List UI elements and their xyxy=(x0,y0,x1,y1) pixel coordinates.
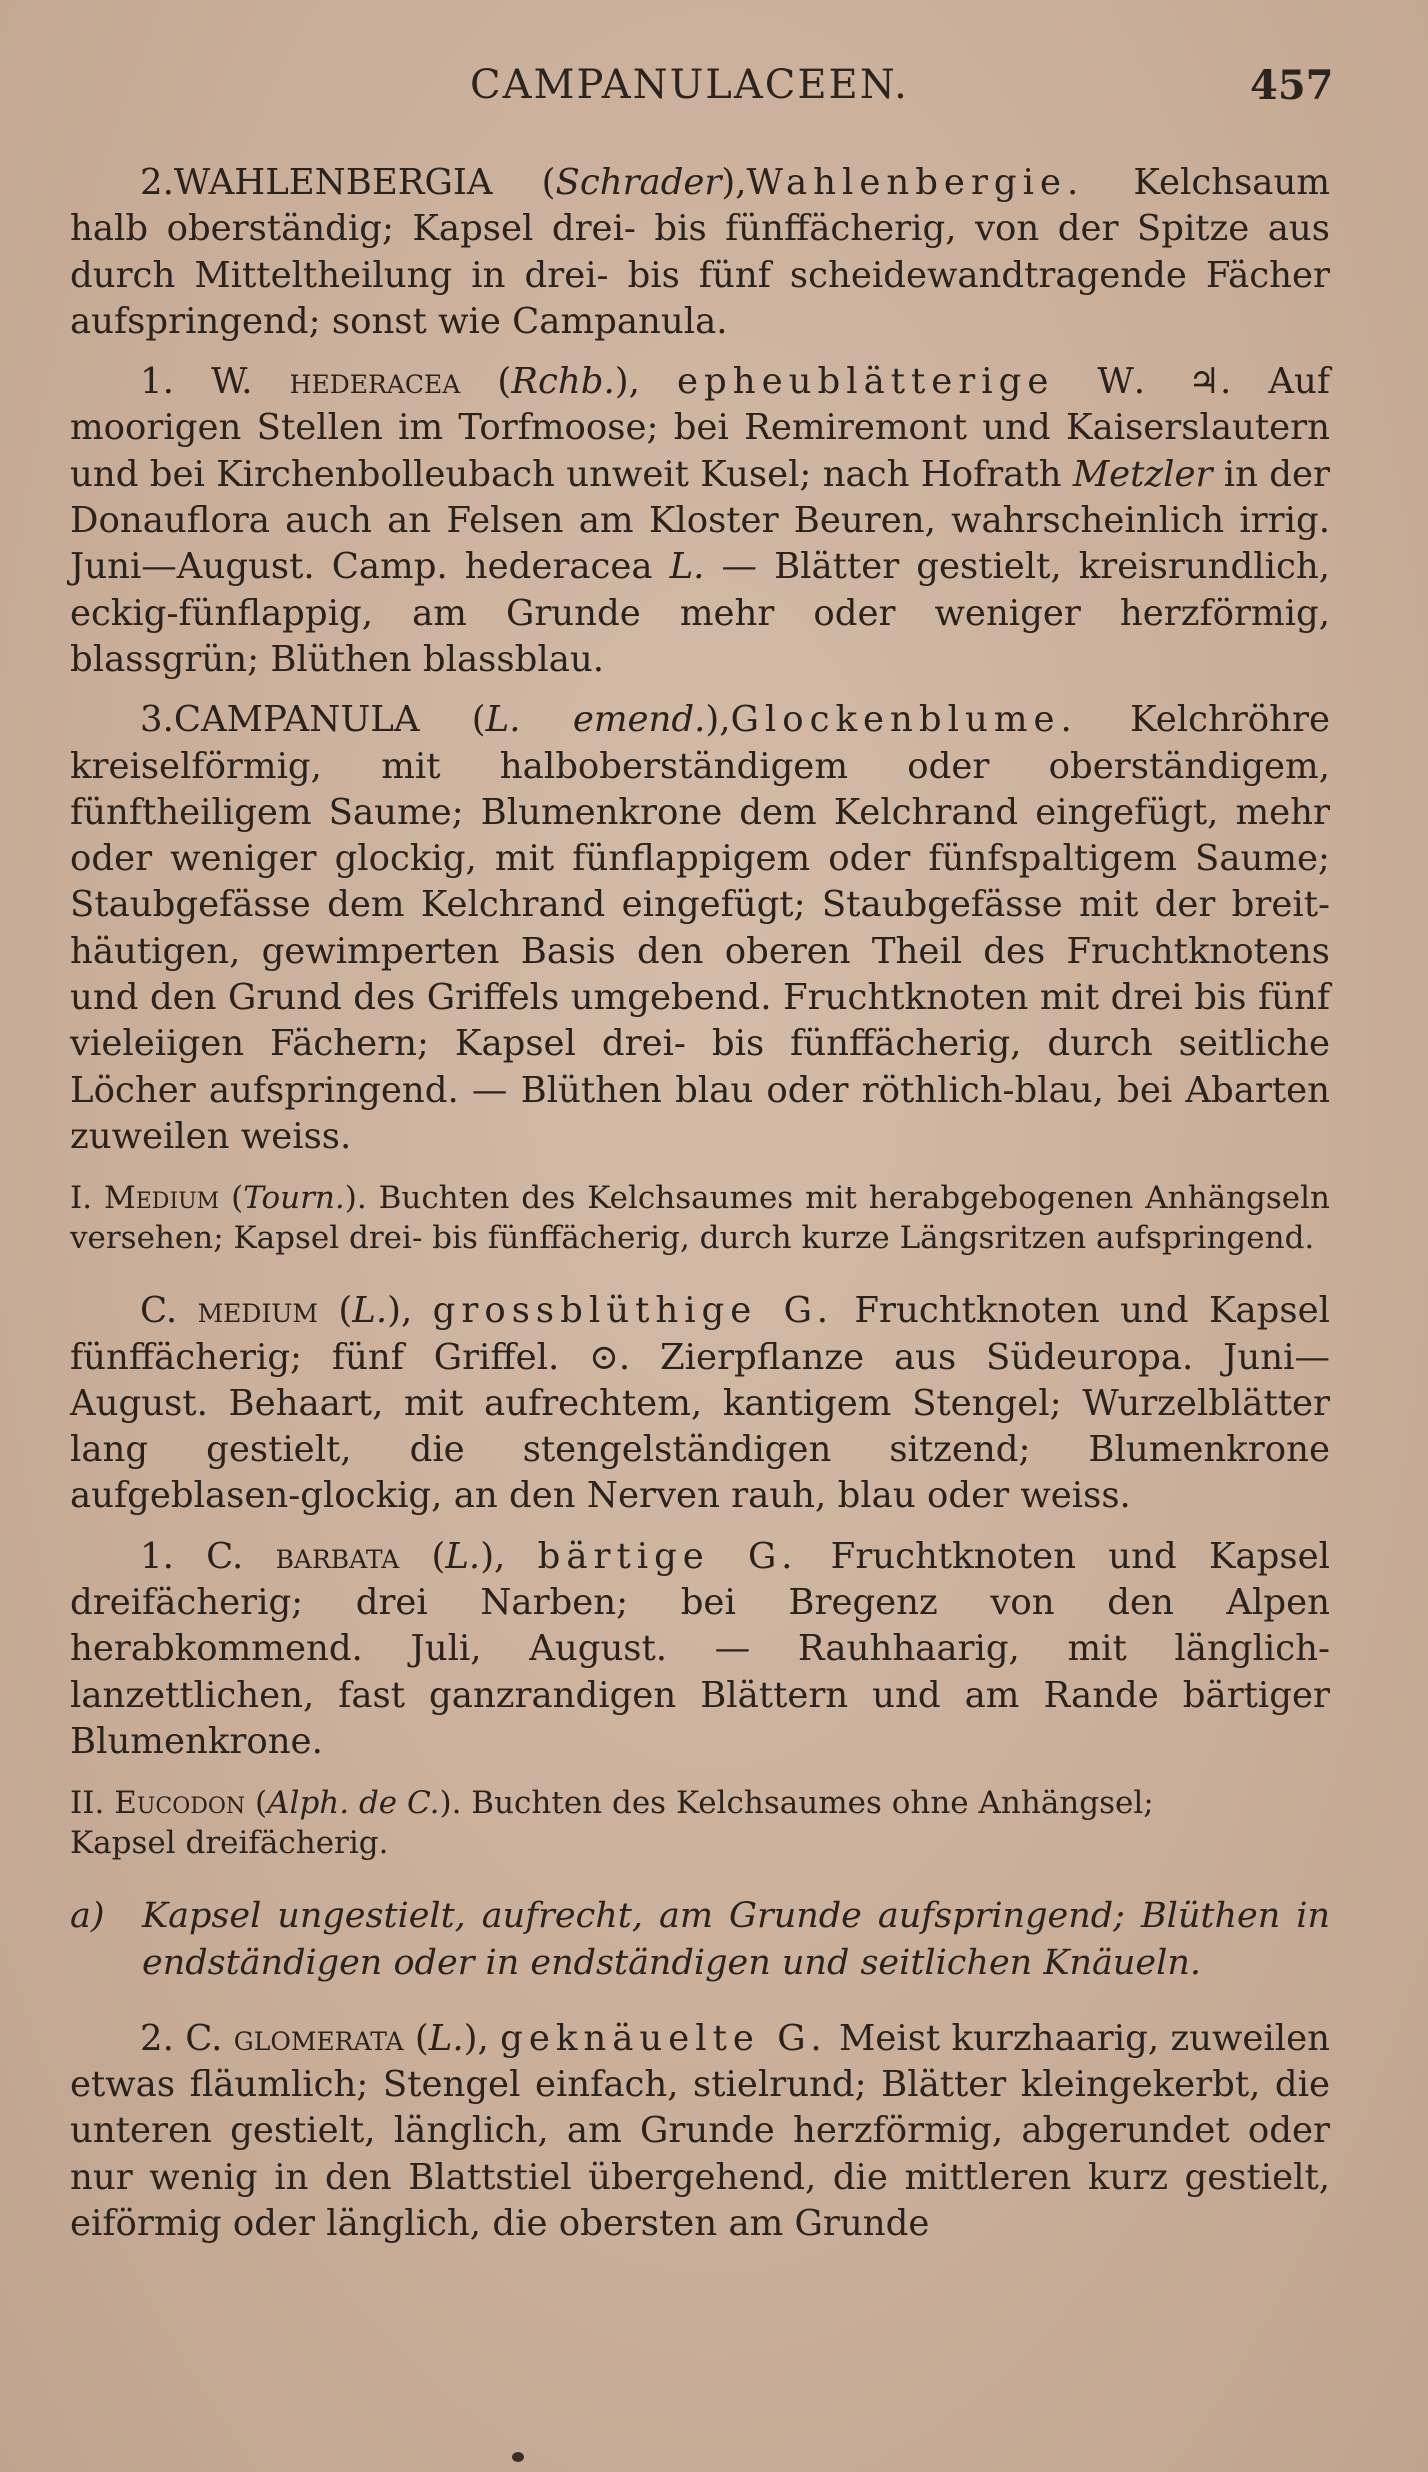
species-hederacea xyxy=(70,359,1330,683)
genus-author: Schrader xyxy=(555,162,722,203)
genus-description: Kelchsaum halb oberständig; Kapsel drei- bis fünffächerig, von der Spitze aus durch Mitteltheilung in drei- bis fünf scheidewandtragende Fächer aufspringend; sonst wie Campanula. xyxy=(70,162,1331,342)
paren-close: ), xyxy=(721,162,747,203)
paren-close: ). xyxy=(344,1180,367,1217)
person-name: Metzler xyxy=(1072,453,1213,495)
paren-open: ( xyxy=(245,1785,268,1822)
species-number: 1. W. xyxy=(140,361,253,403)
page-number: 457 xyxy=(1250,62,1334,109)
species-name: hederacea xyxy=(289,361,461,403)
species-common-name: geknäuelte G. xyxy=(500,2017,828,2059)
paren-open: ( xyxy=(318,1290,353,1332)
genus-campanula xyxy=(70,697,1330,1160)
species-description-2: in der Donauflora auch an Felsen am Kloster Beuren, wahrscheinlich irrig. Juni—August. Camp. hederacea xyxy=(70,453,1331,588)
genus-wahlenbergia xyxy=(70,160,1330,345)
genus-author: L. emend. xyxy=(485,699,706,741)
paren-open: ( xyxy=(492,162,556,203)
species-author: Rchb. xyxy=(511,361,615,403)
paren-open: ( xyxy=(403,2017,429,2059)
section-description: Buchten des Kelchsaumes mit herabgebogenen Anhängseln versehen; Kapsel drei- bis fünffächerig, durch kurze Längsritzen aufspringend. xyxy=(70,1180,1330,1257)
species-common-name: grossblüthige G. xyxy=(432,1290,835,1332)
species-glomerata xyxy=(70,2016,1330,2247)
paren-close: ), xyxy=(705,699,731,741)
paren-open: ( xyxy=(460,361,512,403)
section-description-2: Kapsel dreifächerig. xyxy=(70,1825,389,1862)
paren-open: ( xyxy=(419,699,486,741)
species-description: ♃. Auf moorigen Stellen im Torfmoose; bei Remiremont und Kaiserslautern und bei Kirchenbolleubach unweit Kusel; nach Hofrath xyxy=(70,361,1330,495)
species-number: 1. C. xyxy=(140,1535,244,1577)
paren-close: ), xyxy=(614,361,678,403)
species-author: L. xyxy=(352,1290,388,1332)
species-name: glomerata xyxy=(233,2017,404,2059)
key-label: a) xyxy=(70,1896,105,1937)
section-name: Medium xyxy=(104,1180,220,1217)
genus-name: WAHLENBERGIA xyxy=(173,162,493,203)
running-title: CAMPANULACEEN. xyxy=(470,62,909,108)
linnaeus-abbrev: L. xyxy=(669,546,705,588)
body-text xyxy=(70,160,1330,2261)
species-name: medium xyxy=(197,1290,319,1332)
paren-close: ), xyxy=(480,1535,538,1577)
paren-open: ( xyxy=(219,1180,244,1217)
ink-spot xyxy=(512,2452,524,2462)
species-description: Meist kurzhaarig, zuweilen etwas fläumlich; Stengel einfach, stielrund; Blätter kleingekerbt, die unteren gestielt, länglich, am Grunde herzförmig, abgerundet oder nur wenig in den Blattstiel übergehend, die mittleren kurz gestielt, eiförmig oder länglich, die obersten am Grunde xyxy=(70,2017,1331,2244)
paren-open: ( xyxy=(399,1535,446,1577)
species-number: C. xyxy=(140,1290,178,1332)
species-common-name: epheublätterige W. xyxy=(677,361,1152,403)
paren-close: ). xyxy=(439,1785,462,1822)
paren-close: ), xyxy=(387,1290,433,1332)
species-barbata xyxy=(70,1534,1330,1765)
species-medium xyxy=(70,1288,1330,1519)
species-name: barbata xyxy=(275,1535,400,1577)
genus-number: 3. xyxy=(140,699,174,741)
paren-close: ), xyxy=(463,2017,501,2059)
species-author: L. xyxy=(445,1535,481,1577)
section-number: II. xyxy=(70,1785,105,1822)
genus-common-name: Wahlenbergie. xyxy=(746,162,1085,203)
section-number: I. xyxy=(70,1180,93,1217)
species-description-3: — Blätter gestielt, kreisrundlich, eckig-fünflappig, am Grunde mehr oder weniger herzförmig, blassgrün; Blüthen blassblau. xyxy=(70,546,1330,680)
section-name: Eucodon xyxy=(114,1785,246,1822)
species-description: Fruchtknoten und Kapsel dreifächerig; drei Narben; bei Bregenz von den Alpen herabkommend. Juli, August. — Rauhhaarig, mit länglich-lanzettlichen, fast ganzrandigen Blättern und am Rande bärtiger Blumenkrone. xyxy=(70,1535,1330,1762)
section-medium xyxy=(70,1178,1330,1258)
species-author: L. xyxy=(428,2017,464,2059)
species-description: Fruchtknoten und Kapsel fünffächerig; fünf Griffel. ⊙. Zierpflanze aus Südeuropa. Juni—August. Behaart, mit aufrechtem, kantigem Stengel; Wurzelblätter lang gestielt, die stengelständigen sitzend; Blumenkrone aufgeblasen-glockig, an den Nerven rauh, blau oder weiss. xyxy=(70,1290,1330,1517)
genus-common-name: Glockenblume. xyxy=(730,699,1078,741)
section-author: Tourn. xyxy=(243,1180,345,1217)
section-eucodon xyxy=(70,1783,1330,1863)
species-number: 2. C. xyxy=(140,2017,223,2059)
key-text: Kapsel ungestielt, aufrecht, am Grunde aufspringend; Blüthen in endständigen oder in endständigen und seitlichen Knäueln. xyxy=(142,1896,1330,1983)
species-common-name: bärtige G. xyxy=(537,1535,799,1577)
section-author: Alph. de C. xyxy=(267,1785,440,1822)
genus-number: 2. xyxy=(140,162,174,203)
key-entry-a xyxy=(70,1893,1330,1986)
page-header xyxy=(0,62,1428,122)
genus-name: CAMPANULA xyxy=(173,699,420,741)
genus-description: Kelchröhre kreiselförmig, mit halboberständigem oder oberständigem, fünftheiligem Saume; Blumenkrone dem Kelchrand eingefügt, mehr oder weniger glockig, mit fünflappigem oder fünfspaltigem Saume; Staubgefässe dem Kelchrand eingefügt; Staubgefässe mit der breit-häutigen, gewimperten Basis den oberen Theil des Fruchtknotens und den Grund des Griffels umgebend. Fruchtknoten mit drei bis fünf vieleiigen Fächern; Kapsel drei- bis fünffächerig, durch seitliche Löcher aufspringend. — Blüthen blau oder röthlich-blau, bei Abarten zuweilen weiss. xyxy=(70,699,1330,1157)
section-description: Buchten des Kelchsaumes ohne Anhängsel; xyxy=(461,1785,1154,1822)
